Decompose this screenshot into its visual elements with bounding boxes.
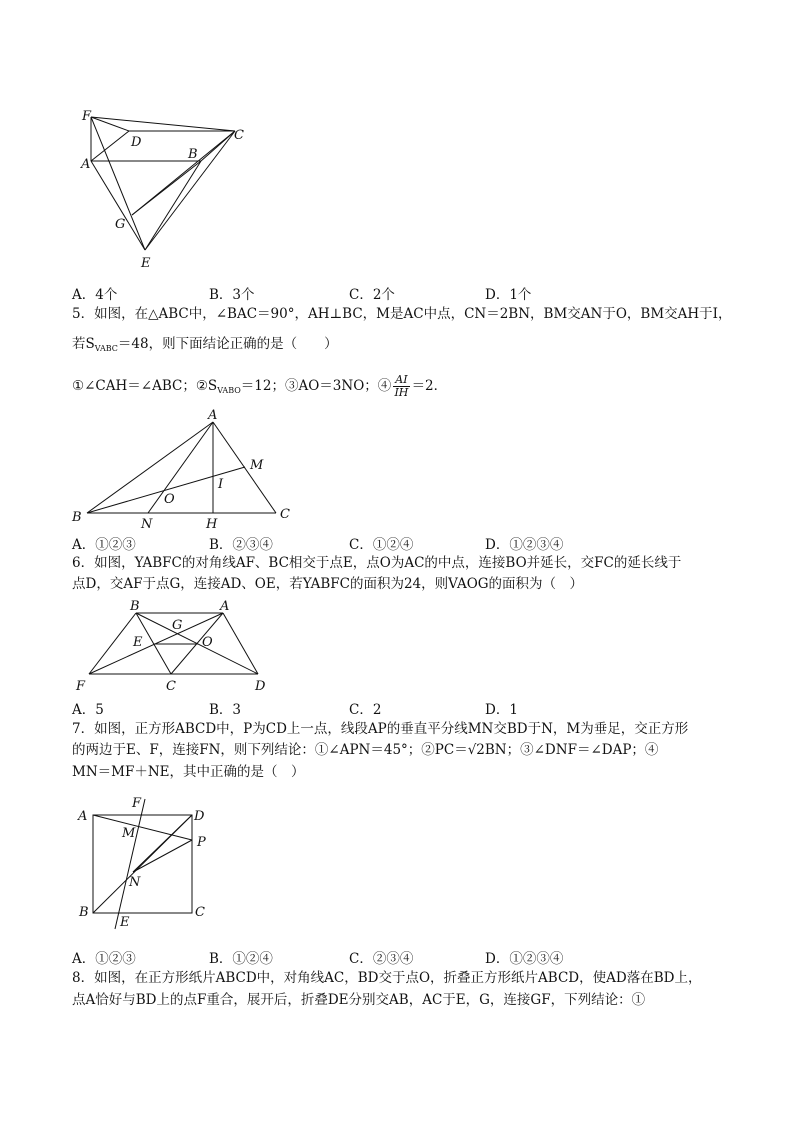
q7-option-b[interactable]: B．①②④	[209, 951, 273, 967]
q7-stem-line3: MN＝MF＋NE，其中正确的是（ ）	[72, 764, 305, 780]
q7-option-a[interactable]: A．①②③	[72, 951, 136, 967]
segment-AN	[148, 422, 213, 513]
label-C: C	[234, 128, 244, 143]
q5-conclusion-1-2: ①∠CAH＝∠ABC；②S	[72, 378, 218, 394]
q5-fraction-denominator: IH	[394, 386, 409, 399]
q6-options	[72, 698, 732, 718]
q7-stem-line1: 7．如图，正方形ABCD中，P为CD上一点，线段AP的垂直平分线MN交BD于N，M为垂足，交正方形	[72, 721, 689, 737]
q6-option-c[interactable]: C．2	[349, 702, 382, 718]
q7-option-d[interactable]: D．①②③④	[485, 951, 564, 967]
label-A: A	[78, 809, 88, 824]
segment-BF	[89, 613, 136, 674]
label-D: D	[194, 809, 205, 824]
label-B: B	[72, 510, 82, 525]
label-P: P	[197, 835, 206, 850]
figure-q7-svg	[70, 794, 220, 944]
segment-FC	[91, 117, 235, 131]
label-E: E	[133, 635, 143, 650]
q5-area-symbol: 若S	[72, 336, 95, 352]
q6-option-d[interactable]: D．1	[485, 702, 518, 718]
q4-options	[72, 283, 732, 303]
q4-option-b[interactable]: B．3个	[209, 287, 255, 303]
label-N: N	[141, 517, 153, 532]
label-H: H	[206, 517, 218, 532]
q5-fraction	[393, 374, 409, 399]
figure-q5-svg	[60, 400, 310, 540]
segment-GC	[132, 131, 235, 215]
label-B: B	[79, 905, 89, 920]
label-C: C	[166, 679, 176, 694]
label-G: G	[172, 618, 183, 633]
label-C: C	[280, 507, 290, 522]
q5-option-b[interactable]: B．②③④	[209, 537, 273, 553]
q7-stem-line2: 的两边于E、F，连接FN，则下列结论：①∠APN＝45°；②PC＝√2BN；③∠DNF＝∠DAP；④	[72, 742, 659, 758]
q5-conclusion-2-3: ＝12；③AO＝3NO；④	[240, 378, 392, 394]
figure-q7	[70, 794, 220, 944]
q8-stem-line1: 8．如图，在正方形纸片ABCD中，对角线AC，BD交于点O，折叠正方形纸片ABCD，使AD落在BD上，	[72, 970, 702, 986]
q8-stem-line2: 点A恰好与BD上的点F重合，展开后，折叠DE分别交AB，AC于E，G，连接GF，下列结论：①	[72, 992, 646, 1008]
q5-stem-line2	[72, 334, 338, 359]
label-A: A	[220, 599, 230, 614]
label-F: F	[132, 796, 142, 811]
q5-option-c[interactable]: C．①②④	[349, 537, 414, 553]
q5-option-d[interactable]: D．①②③④	[485, 537, 564, 553]
segment-FE-line	[115, 799, 145, 929]
segment-ND	[133, 815, 192, 872]
q4-option-d[interactable]: D．1个	[485, 287, 532, 303]
label-D: D	[255, 679, 266, 694]
figure-q4	[60, 100, 270, 275]
segment-AB	[87, 422, 213, 513]
q5-conclusions	[72, 374, 447, 401]
q5-fraction-numerator: AI	[395, 373, 408, 386]
q5-conclusion-4-end: ＝2．	[411, 378, 448, 394]
label-D: D	[131, 135, 142, 150]
label-F: F	[76, 679, 86, 694]
q5-area-subscript: VABC	[94, 344, 118, 353]
label-M: M	[250, 458, 264, 473]
segment-AE	[91, 161, 145, 250]
q6-option-b[interactable]: B．3	[209, 702, 242, 718]
label-C: C	[195, 905, 205, 920]
figure-q4-svg	[60, 100, 270, 275]
q6-stem-line2: 点D，交AF于点G，连接AD、OE，若YABFC的面积为24，则VAOG的面积为（ ）	[72, 576, 584, 592]
q7-options	[72, 947, 732, 967]
q6-stem-line1: 6．如图，YABFC的对角线AF、BC相交于点E，点O为AC的中点，连接BO并延长，交FC的延长线于	[72, 555, 682, 571]
label-O: O	[202, 635, 213, 650]
segment-BE	[145, 161, 201, 250]
q6-option-a[interactable]: A．5	[72, 702, 104, 718]
label-I: I	[218, 477, 224, 492]
label-B: B	[130, 599, 140, 614]
q4-option-c[interactable]: C．2个	[349, 287, 395, 303]
q7-option-c[interactable]: C．②③④	[349, 951, 414, 967]
label-O: O	[164, 492, 175, 507]
label-A: A	[81, 157, 91, 172]
label-N: N	[129, 875, 141, 890]
q5-option-a[interactable]: A．①②③	[72, 537, 136, 553]
q5-options	[72, 533, 732, 553]
label-G: G	[115, 217, 126, 232]
label-A: A	[208, 408, 218, 423]
segment-AD	[91, 131, 129, 161]
label-F: F	[82, 109, 92, 124]
q4-option-a[interactable]: A．4个	[72, 287, 118, 303]
q5-conclusion-2-subscript: VABO	[217, 386, 241, 395]
label-B: B	[188, 147, 198, 162]
figure-q6-svg	[70, 598, 280, 698]
label-M: M	[122, 826, 136, 841]
label-E: E	[141, 256, 151, 271]
q5-stem-line1: 5．如图，在△ABC中，∠BAC＝90°，AH⊥BC，M是AC中点，CN＝2BN，BM交AN于O，BM交AH于I，	[72, 306, 732, 322]
segment-AP	[93, 815, 192, 840]
figure-q5	[60, 400, 310, 540]
figure-q6	[70, 598, 280, 698]
label-E: E	[120, 915, 130, 930]
q5-stem-line2-text: ＝48，则下面结论正确的是（ ）	[117, 336, 338, 352]
